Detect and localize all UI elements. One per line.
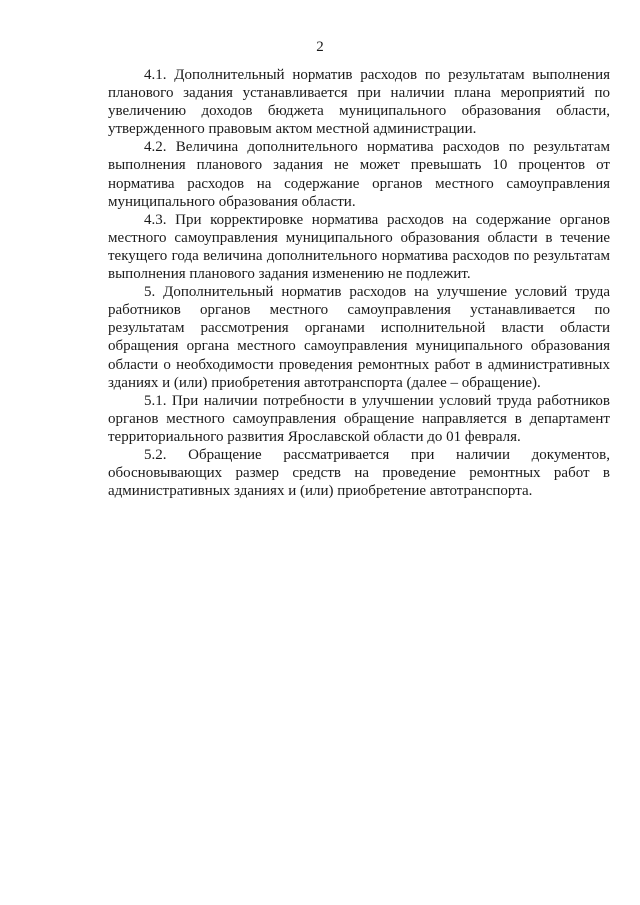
document-body xyxy=(108,66,610,500)
paragraph-4-1: 4.1. Дополнительный норматив расходов по результатам выполнения планового задания устанавливается при наличии плана мероприятий по увеличению доходов бюджета муниципального образования области, утвержденного правовым актом местной администрации. xyxy=(108,67,610,138)
paragraph-5-2: 5.2. Обращение рассматривается при наличии документов, обосновывающих размер средств на проведение ремонтных работ в административных зданиях и (или) приобретение автотранспорта. xyxy=(108,446,610,500)
paragraph-5: 5. Дополнительный норматив расходов на улучшение условий труда работников органов местного самоуправления устанавливается по результатам рассмотрения органами исполнительной власти области обращения органа местного самоуправления муниципального образования области о необходимости проведения ремонтных работ в административных зданиях и (или) приобретения автотранспорта (далее – обращение). xyxy=(108,284,610,391)
paragraph-5-1: 5.1. При наличии потребности в улучшении условий труда работников органов местного самоуправления обращение направляется в департамент территориального развития Ярославской области до 01 февраля. xyxy=(108,392,610,445)
paragraph-4-2: 4.2. Величина дополнительного норматива расходов по результатам выполнения планового задания не может превышать 10 процентов от норматива расходов на содержание органов местного самоуправления муниципального образования области. xyxy=(108,139,610,210)
page-number: 2 xyxy=(316,39,324,55)
paragraph-4-3: 4.3. При корректировке норматива расходов на содержание органов местного самоуправления муниципального образования области в течение текущего года величина дополнительного норматива расходов по результатам выполнения планового задания изменению не подлежит. xyxy=(108,211,610,283)
